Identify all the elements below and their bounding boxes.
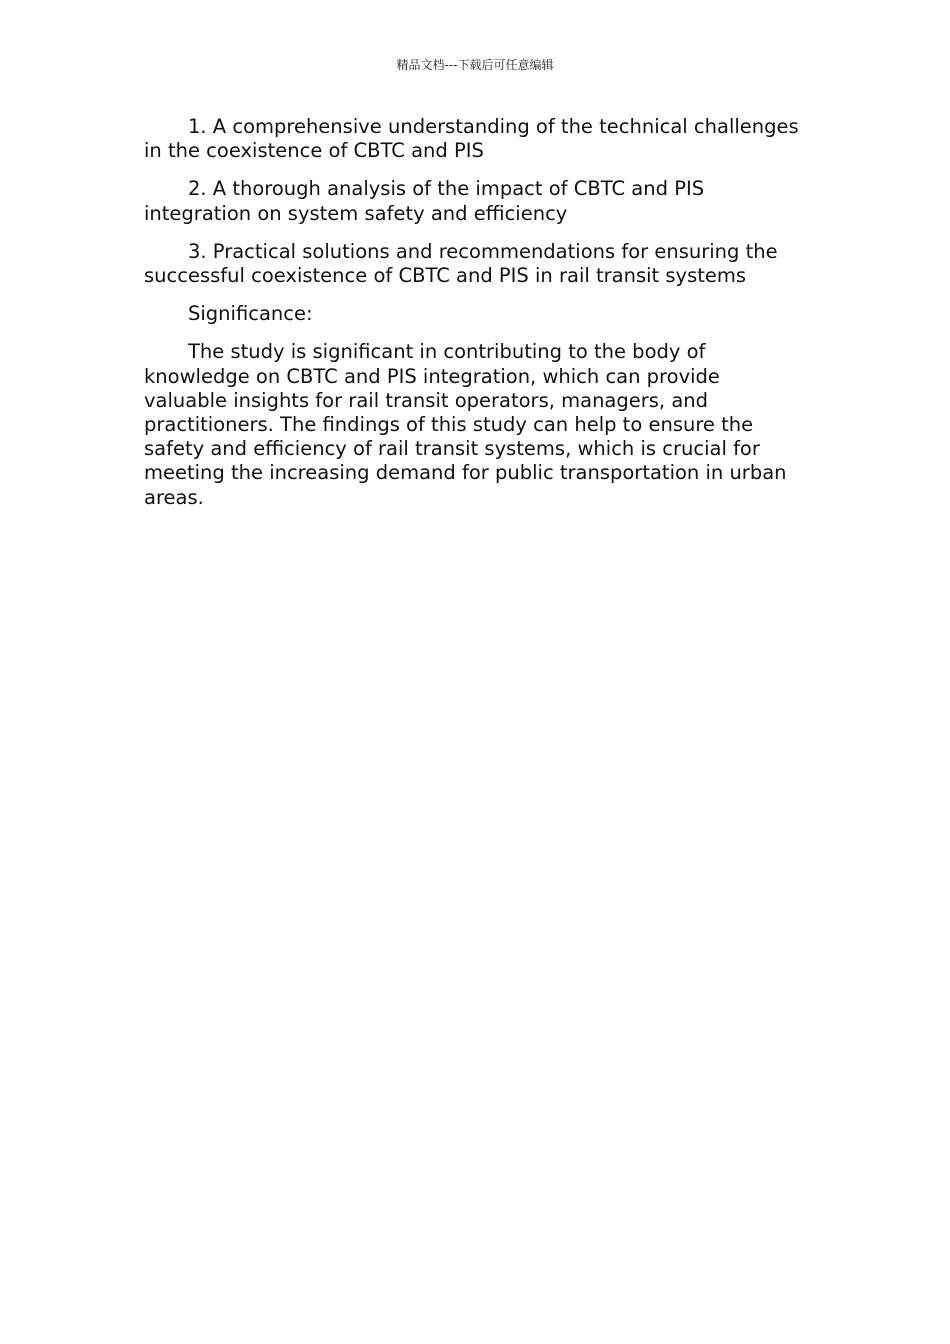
section-heading-significance: Significance:	[188, 302, 313, 326]
expected-outcome-1: 1. A comprehensive understanding of the technical challenges in the coexistence of CBTC and PIS	[144, 115, 799, 163]
significance-paragraph: The study is significant in contributing to the body of knowledge on CBTC and PIS integration, which can provide valuable insights for rail transit operators, managers, and practitioners. The findings of this study can help to ensure the safety and efficiency of rail transit systems, which is crucial for meeting the increasing demand for public transportation in urban areas.	[144, 340, 787, 509]
page-header: 精品文档---下载后可任意编辑	[396, 58, 554, 72]
expected-outcome-3: 3. Practical solutions and recommendations for ensuring the successful coexistence of CBTC and PIS in rail transit systems	[144, 239, 778, 288]
document-body	[144, 115, 809, 524]
expected-outcome-2: 2. A thorough analysis of the impact of CBTC and PIS integration on system safety and efficiency	[144, 177, 705, 225]
